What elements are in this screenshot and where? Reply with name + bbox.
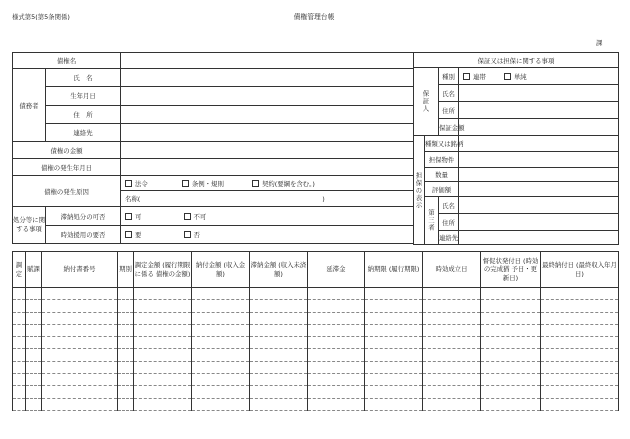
col-arrears: 滞納金額 (収入未済額) [250,252,308,288]
ledger-cell[interactable] [308,349,365,361]
checkbox-icon [184,231,191,238]
col-limitation: 時効成立日 [423,252,481,288]
claim-info-table [12,52,414,244]
ledger-cell[interactable] [250,349,308,361]
ledger-cell[interactable] [134,398,192,410]
ledger-row [13,361,619,373]
ledger-cell[interactable] [13,386,26,398]
third-contact-label: 連絡先 [439,231,459,245]
quantity-field[interactable] [459,168,619,182]
checkbox-icon [125,180,132,187]
col-period: 期別 [118,252,134,288]
ledger-cell[interactable] [42,288,118,300]
cause-options [121,176,414,191]
ledger-cell[interactable] [541,349,619,361]
checkbox-icon [184,213,191,220]
ledger-cell[interactable] [365,386,423,398]
ledger-cell[interactable] [541,398,619,410]
debtor-name-label: 氏 名 [46,69,121,87]
ledger-cell[interactable] [308,398,365,410]
ledger-cell[interactable] [541,386,619,398]
ledger-cell[interactable] [365,337,423,349]
debtor-contact-label: 連絡先 [46,123,121,141]
ledger-cell[interactable] [423,324,481,336]
ledger-cell[interactable] [42,337,118,349]
ledger-cell[interactable] [134,361,192,373]
ledger-cell[interactable] [365,288,423,300]
ledger-cell[interactable] [192,349,250,361]
limitation-options [121,225,414,243]
ledger-cell[interactable] [26,337,42,349]
ledger-cell[interactable] [118,300,134,312]
ledger-cell[interactable] [134,312,192,324]
ledger-cell[interactable] [42,386,118,398]
checkbox-icon [504,73,511,80]
ledger-cell[interactable] [541,361,619,373]
ledger-cell[interactable] [134,374,192,386]
page-title: 債権管理台帳 [293,13,335,21]
ledger-cell[interactable] [423,361,481,373]
ledger-cell[interactable] [541,324,619,336]
ledger-cell[interactable] [26,386,42,398]
ledger-cell[interactable] [423,312,481,324]
ledger-cell[interactable] [308,312,365,324]
ledger-cell[interactable] [134,337,192,349]
ledger-cell[interactable] [541,312,619,324]
ledger-cell[interactable] [118,361,134,373]
debtor-name-field[interactable] [121,69,414,87]
ledger-cell[interactable] [481,312,541,324]
ledger-cell[interactable] [308,337,365,349]
checkbox-icon [252,180,259,187]
ledger-cell[interactable] [365,324,423,336]
ledger-cell[interactable] [250,312,308,324]
ledger-cell[interactable] [308,300,365,312]
ledger-cell[interactable] [134,324,192,336]
guarantor-type-options [459,68,619,85]
ledger-cell[interactable] [365,361,423,373]
checkbox-icon [182,180,189,187]
ledger-cell[interactable] [118,288,134,300]
claim-name-label: 債権名 [13,53,121,69]
ledger-row [13,349,619,361]
ledger-cell[interactable] [42,300,118,312]
ledger-cell[interactable] [192,398,250,410]
ledger-cell[interactable] [134,288,192,300]
col-assessed: 調定 [13,252,26,288]
disposal-label: 処分等に関する事項 [13,207,46,244]
ledger-cell[interactable] [250,374,308,386]
ledger-cell[interactable] [541,374,619,386]
guarantee-amount-label: 保証金額 [439,119,459,136]
ledger-cell[interactable] [26,300,42,312]
guarantee-amount-field[interactable] [459,119,619,136]
date-field[interactable] [121,159,414,176]
seizure-option-no[interactable]: 不可 [184,213,207,221]
ledger-cell[interactable] [42,361,118,373]
ledger-cell[interactable] [134,300,192,312]
guarantor-address-field[interactable] [459,102,619,119]
ledger-row [13,337,619,349]
ledger-cell[interactable] [423,349,481,361]
ledger-cell[interactable] [481,374,541,386]
disposal-seizure-label: 滞納処分の可否 [46,207,121,225]
ledger-cell[interactable] [423,398,481,410]
collateral-group-label: 担保の表示 [414,136,425,245]
ledger-cell[interactable] [42,349,118,361]
third-address-label: 住所 [439,214,459,231]
ledger-cell[interactable] [26,398,42,410]
valuation-label: 評価額 [425,182,459,197]
ledger-cell[interactable] [250,386,308,398]
ledger-cell[interactable] [118,324,134,336]
guarantor-type-joint[interactable]: 連帯 [463,73,486,81]
ledger-cell[interactable] [13,374,26,386]
ledger-cell[interactable] [250,337,308,349]
third-address-field[interactable] [459,214,619,231]
debtor-group-label: 債務者 [13,69,46,142]
ledger-cell[interactable] [134,349,192,361]
collateral-type-label: 種類又は銘柄 [425,136,459,152]
ledger-cell[interactable] [134,386,192,398]
ledger-cell[interactable] [26,312,42,324]
col-assessed-amount: 調定金額 (履行期限に係る 債権の金額) [134,252,192,288]
col-notice-no: 納付書番号 [42,252,118,288]
ledger-cell[interactable] [13,324,26,336]
ledger-cell[interactable] [481,300,541,312]
ledger-cell[interactable] [192,324,250,336]
ledger-cell[interactable] [26,288,42,300]
ledger-cell[interactable] [192,300,250,312]
ledger-cell[interactable] [42,374,118,386]
guarantee-header: 保証又は担保に関する事項 [414,53,619,68]
ledger-cell[interactable] [365,349,423,361]
col-due-date: 納期限 (履行期限) [365,252,423,288]
guarantee-table [413,52,619,245]
ledger-cell[interactable] [481,386,541,398]
third-party-group-label: 第三者 [425,197,439,245]
debtor-address-label: 住 所 [46,105,121,123]
ledger-cell[interactable] [308,324,365,336]
ledger-row [13,374,619,386]
date-label: 債権の発生年月日 [13,159,121,176]
ledger-table [12,251,619,411]
ledger-cell[interactable] [423,374,481,386]
ledger-cell[interactable] [365,398,423,410]
ledger-cell[interactable] [42,398,118,410]
property-label: 担保物件 [425,152,459,168]
checkbox-icon [125,231,132,238]
ledger-cell[interactable] [481,398,541,410]
limitation-option-required[interactable]: 要 [125,231,141,239]
cause-option-ordinance[interactable]: 条例・規則 [182,180,224,188]
disposal-limitation-label: 時効援用の要否 [46,225,121,243]
ledger-cell[interactable] [26,349,42,361]
third-contact-field[interactable] [459,231,619,245]
section-label: 課 [596,39,603,47]
ledger-cell[interactable] [481,288,541,300]
ledger-cell[interactable] [13,361,26,373]
ledger-cell[interactable] [250,300,308,312]
ledger-cell[interactable] [13,312,26,324]
col-paid-amount: 納付金額 (収入金額) [192,252,250,288]
col-last-payment: 最終納付日 (最終収入年月日) [541,252,619,288]
ledger-cell[interactable] [250,324,308,336]
ledger-cell[interactable] [250,398,308,410]
valuation-field[interactable] [459,182,619,197]
ledger-cell[interactable] [192,374,250,386]
col-late-fee: 延滞金 [308,252,365,288]
ledger-row [13,288,619,300]
ledger-cell[interactable] [365,374,423,386]
form-number: 様式第5(第5条関係) [12,13,70,21]
col-reminder: 督促状発付日 (時効の完成猶 予日・更新日) [481,252,541,288]
ledger-cell[interactable] [13,288,26,300]
ledger-cell[interactable] [118,312,134,324]
debtor-contact-field[interactable] [121,123,414,141]
ledger-cell[interactable] [13,300,26,312]
cause-label: 債権の発生原因 [13,176,121,207]
ledger-row [13,300,619,312]
ledger-cell[interactable] [26,361,42,373]
ledger-cell[interactable] [308,361,365,373]
cause-option-law[interactable]: 法令 [125,180,148,188]
collateral-type-field[interactable] [459,136,619,152]
ledger-cell[interactable] [26,374,42,386]
ledger-cell[interactable] [250,288,308,300]
limitation-option-not-required[interactable]: 否 [184,231,200,239]
quantity-label: 数量 [425,168,459,182]
ledger-cell[interactable] [250,361,308,373]
ledger-cell[interactable] [26,324,42,336]
ledger-cell[interactable] [423,386,481,398]
ledger-cell[interactable] [365,300,423,312]
ledger-cell[interactable] [192,337,250,349]
debtor-birth-label: 生年月日 [46,87,121,105]
ledger-cell[interactable] [423,300,481,312]
ledger-cell[interactable] [118,374,134,386]
debtor-birth-field[interactable] [121,87,414,105]
ledger-cell[interactable] [13,349,26,361]
ledger-row [13,386,619,398]
ledger-cell[interactable] [42,312,118,324]
ledger-cell[interactable] [481,337,541,349]
debtor-address-field[interactable] [121,105,414,123]
checkbox-icon [463,73,470,80]
ledger-cell[interactable] [192,288,250,300]
ledger-cell[interactable] [423,337,481,349]
third-name-label: 氏名 [439,197,459,214]
checkbox-icon [125,213,132,220]
ledger-row [13,324,619,336]
seizure-options [121,207,414,225]
ledger-cell[interactable] [541,288,619,300]
ledger-cell[interactable] [423,288,481,300]
ledger-cell[interactable] [192,361,250,373]
seizure-option-yes[interactable]: 可 [125,213,141,221]
guarantor-group-label: 保証人 [414,68,439,136]
ledger-cell[interactable] [192,312,250,324]
ledger-cell[interactable] [118,349,134,361]
ledger-cell[interactable] [541,300,619,312]
col-stage: 賦課 [26,252,42,288]
amount-field[interactable] [121,142,414,159]
ledger-cell[interactable] [192,386,250,398]
amount-label: 債権の金額 [13,142,121,159]
guarantor-type-simple[interactable]: 単純 [504,73,527,81]
cause-option-contract[interactable]: 契約(要綱を含む。) [252,180,315,188]
ledger-cell[interactable] [118,386,134,398]
ledger-row [13,398,619,410]
guarantor-type-label: 種別 [439,68,459,85]
ledger-row [13,312,619,324]
guarantor-name-field[interactable] [459,85,619,102]
property-field[interactable] [459,152,619,168]
ledger-cell[interactable] [13,337,26,349]
ledger-cell[interactable] [481,324,541,336]
ledger-cell[interactable] [118,398,134,410]
ledger-cell[interactable] [13,398,26,410]
guarantor-name-label: 氏名 [439,85,459,102]
ledger-cell[interactable] [308,374,365,386]
guarantor-address-label: 住所 [439,102,459,119]
ledger-cell[interactable] [481,349,541,361]
ledger-cell[interactable] [308,386,365,398]
third-name-field[interactable] [459,197,619,214]
ledger-cell[interactable] [481,361,541,373]
claim-name-field[interactable] [121,53,414,69]
ledger-cell[interactable] [365,312,423,324]
cause-name-field[interactable]: 名称( ) [121,191,414,207]
ledger-cell[interactable] [541,337,619,349]
ledger-cell[interactable] [308,288,365,300]
ledger-cell[interactable] [118,337,134,349]
ledger-cell[interactable] [42,324,118,336]
